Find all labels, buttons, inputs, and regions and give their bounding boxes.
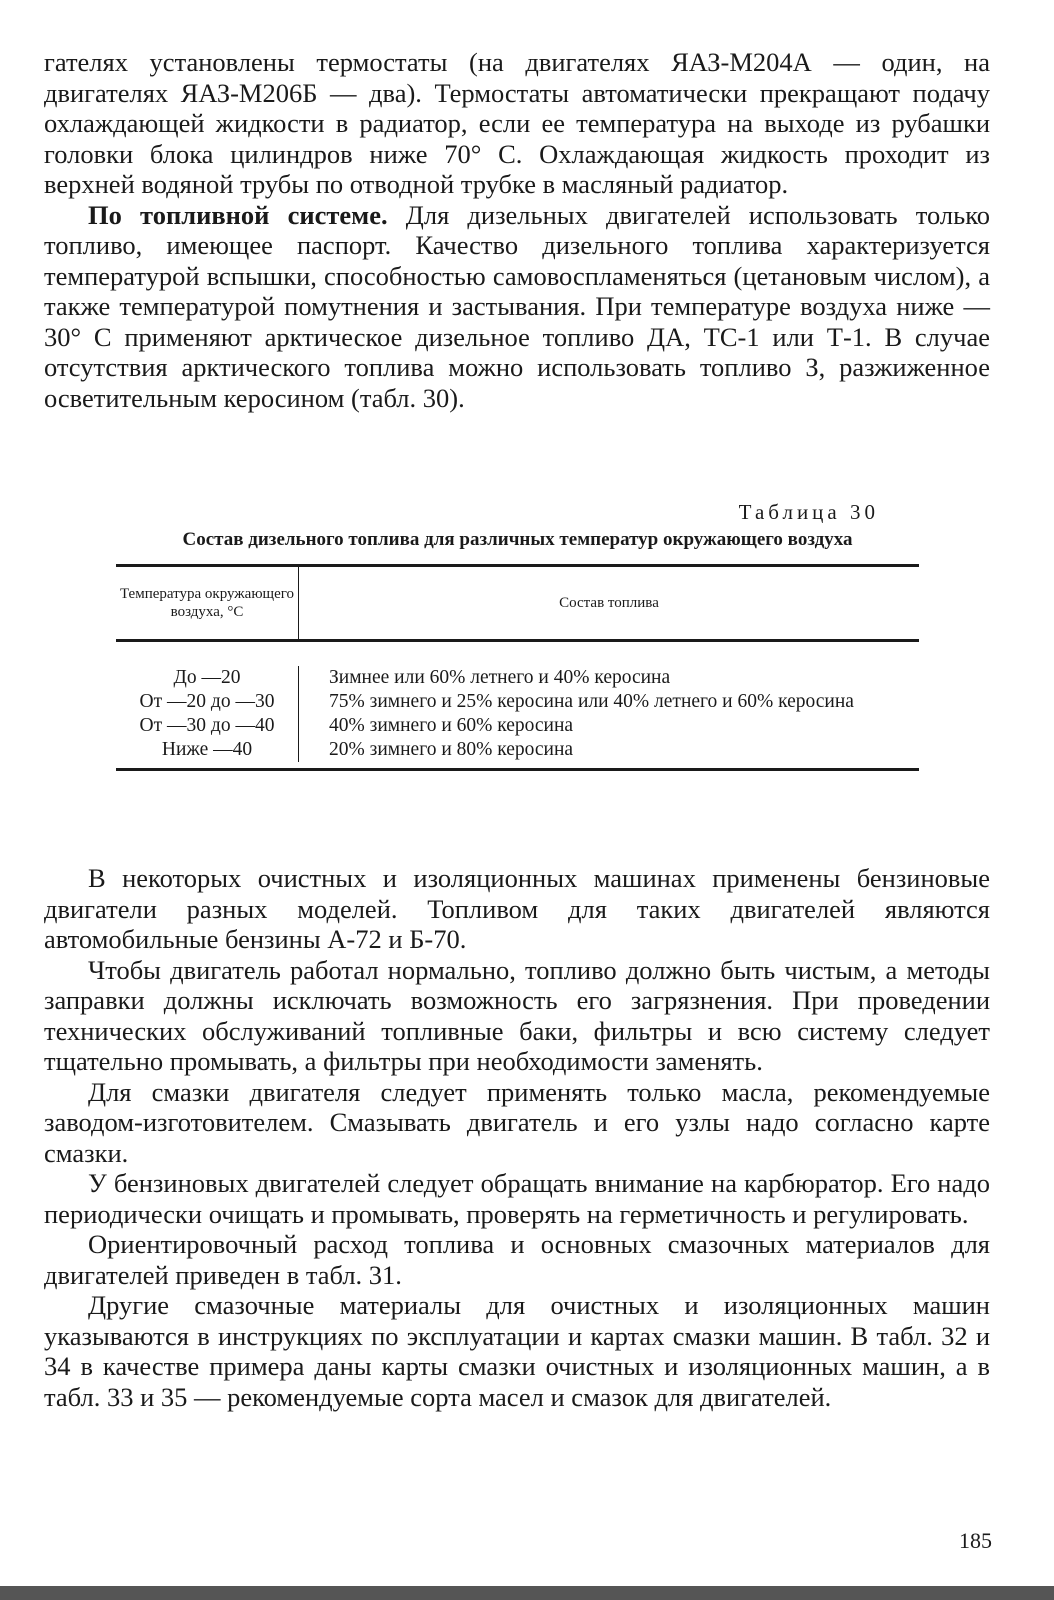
paragraph: Для смазки двигателя следует применять только масла, рекомендуемые заводом-изготовителем. Смазывать двигатель и его узлы надо согласно карте смазки.	[44, 1076, 990, 1168]
cell-composition: 40% зимнего и 60% керосина	[329, 715, 574, 736]
scan-edge	[0, 1586, 1054, 1600]
paragraph: В некоторых очистных и изоляционных машинах применены бензиновые двигатели разных моделей. Топливом для таких двигателей являются автомобильные бензины А-72 и Б-70.	[44, 863, 990, 954]
cell-temperature: До —20	[116, 666, 299, 690]
table-body	[116, 642, 919, 768]
cell-composition: 20% зимнего и 80% керосина	[329, 739, 574, 760]
fuel-composition-table	[116, 564, 919, 771]
header-composition: Состав топлива	[559, 594, 659, 611]
paragraph	[44, 47, 990, 200]
cell-composition: 75% зимнего и 25% керосина или 40% летнего и 60% керосина	[329, 691, 854, 712]
paragraph-lead: По топливной системе.	[88, 199, 388, 230]
table-row	[116, 714, 919, 738]
cell-temperature: От —30 до —40	[116, 714, 299, 738]
table-row	[116, 666, 919, 690]
table-label: Таблица 30	[738, 500, 879, 524]
top-text-block	[44, 47, 990, 413]
paragraph: У бензиновых двигателей следует обращать внимание на карбюратор. Его надо периодически очищать и промывать, проверять на герметичность и регулировать.	[44, 1168, 990, 1229]
paragraph-text: гателях установлены термостаты (на двигателях ЯАЗ-М204А — один, на двигателях ЯАЗ-М206Б — два). Термостаты автоматически прекращают подачу охлаждающей жидкости в радиатор, если ее температура на выходе из рубашки головки блока цилиндров ниже 70° С. Охлаждающая жидкость проходит из верхней водяной трубы по отводной трубке в масляный радиатор.	[44, 47, 990, 199]
cell-temperature: Ниже —40	[116, 738, 299, 762]
cell-composition: Зимнее или 60% летнего и 40% керосина	[329, 667, 671, 688]
bottom-text-block	[44, 863, 990, 1412]
cell-temperature: От —20 до —30	[116, 690, 299, 714]
paragraph-text: Для дизельных двигателей использовать только топливо, имеющее паспорт. Качество дизельного топлива характеризуется температурой вспышки, способностью самовоспламеняться (цетановым числом), а также температурой помутнения и застывания. При температуре воздуха ниже —30° С применяют арктическое дизельное топливо ДА, ТС-1 или Т-1. В случае отсутствия арктического топлива можно использовать топливо З, разжиженное осветительным керосином (табл. 30).	[44, 199, 990, 413]
table-row	[116, 690, 919, 714]
paragraph	[44, 200, 990, 414]
table-title: Состав дизельного топлива для различных температур окружающего воздуха	[182, 529, 853, 550]
table-row	[116, 738, 919, 762]
paragraph: Другие смазочные материалы для очистных и изоляционных машин указываются в инструкциях по эксплуатации и картах смазки машин. В табл. 32 и 34 в качестве примера даны карты смазки очистных и изоляционных машин, а в табл. 33 и 35 — рекомендуемые сорта масел и смазок для двигателей.	[44, 1290, 990, 1412]
paragraph: Чтобы двигатель работал нормально, топливо должно быть чистым, а методы заправки должны исключать возможность его загрязнения. При проведении технических обслуживаний топливные баки, фильтры и всю систему следует тщательно промывать, а фильтры при необходимости заменять.	[44, 954, 990, 1076]
table-header	[116, 567, 919, 642]
header-temperature: Температура окружающего воздуха, °С	[116, 567, 299, 639]
paragraph: Ориентировочный расход топлива и основных смазочных материалов для двигателей приведен в табл. 31.	[44, 1229, 990, 1290]
fuel-table-section	[116, 496, 919, 771]
page-number: 185	[959, 1528, 992, 1553]
